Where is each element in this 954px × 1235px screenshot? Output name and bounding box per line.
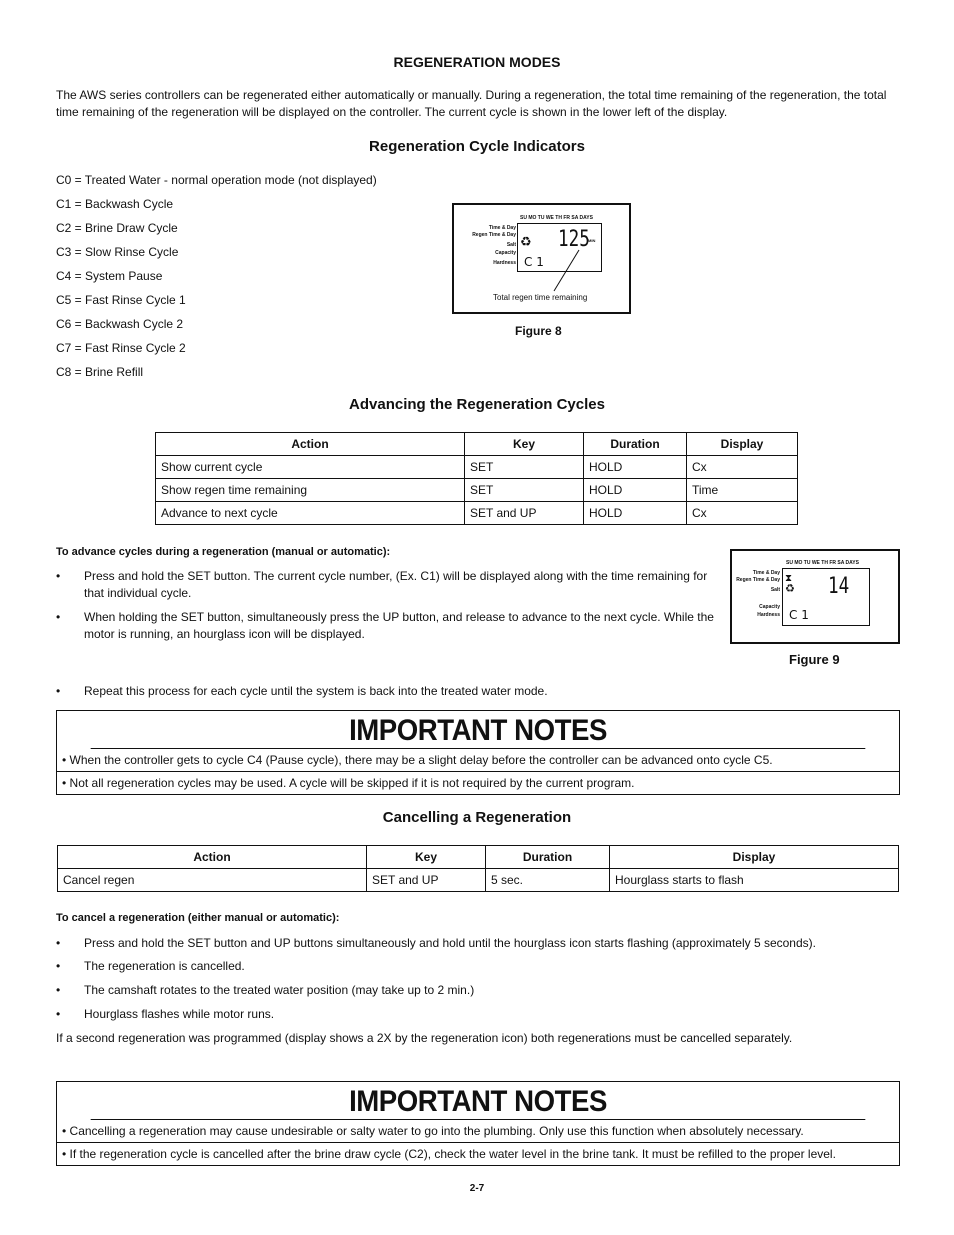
table-cell: Time xyxy=(687,479,798,502)
days-row: SU MO TU WE TH FR SA DAYS xyxy=(520,215,593,221)
bullet-dot: • xyxy=(56,684,61,698)
bullet-text: Hourglass flashes while motor runs. xyxy=(84,1007,275,1021)
cycle-item: C5 = Fast Rinse Cycle 1 xyxy=(56,293,186,307)
cycle-item: C2 = Brine Draw Cycle xyxy=(56,221,178,235)
time-digits: 14 xyxy=(828,574,850,599)
cycle-indicator: C 1 xyxy=(789,608,809,622)
table-header-row xyxy=(156,433,798,456)
table-header: Duration xyxy=(584,433,687,456)
note-row: • Not all regeneration cycles may be used. A cycle will be skipped if it is not required by the current program. xyxy=(57,771,899,794)
table-row xyxy=(58,869,899,892)
table-cell: HOLD xyxy=(584,479,687,502)
cycle-item: C1 = Backwash Cycle xyxy=(56,197,174,211)
bullet-dot: • xyxy=(56,983,61,997)
hourglass-icon: ⧗ xyxy=(785,573,793,584)
note-row: • Cancelling a regeneration may cause undesirable or salty water to go into the plumbing. Only use this function when absolutely necessary. xyxy=(62,1124,804,1138)
label-time-day: Time & Day xyxy=(752,570,780,576)
table-cell: Advance to next cycle xyxy=(156,502,465,525)
bullet-dot: • xyxy=(56,1007,61,1021)
figure-8-display xyxy=(452,203,631,314)
days-row: SU MO TU WE TH FR SA DAYS xyxy=(786,560,859,566)
label-capacity: Capacity xyxy=(495,250,516,256)
label-capacity: Capacity xyxy=(759,604,780,610)
table-row xyxy=(156,479,798,502)
figure-8-caption: Figure 8 xyxy=(515,324,562,338)
bullet-item xyxy=(56,935,898,952)
cancel-table xyxy=(57,845,899,892)
bullet-text: The camshaft rotates to the treated water position (may take up to 2 min.) xyxy=(84,983,475,997)
label-salt: Salt xyxy=(506,242,516,248)
note-row: • If the regeneration cycle is cancelled after the brine draw cycle (C2), check the water level in the brine tank. It must be refilled to the proper level. xyxy=(57,1142,899,1165)
table-cell: HOLD xyxy=(584,456,687,479)
table-cell: SET and UP xyxy=(465,502,584,525)
bullet-text: The regeneration is cancelled. xyxy=(84,959,245,973)
table-cell: 5 sec. xyxy=(486,869,610,892)
important-notes-box xyxy=(56,1081,900,1166)
page-heading: REGENERATION MODES xyxy=(393,54,561,70)
cancel-heading: Cancelling a Regeneration xyxy=(382,809,572,826)
bullet-item xyxy=(56,568,716,602)
regen-recycle-icon: ♻ xyxy=(520,234,532,249)
cancel-note: If a second regeneration was programmed (display shows a 2X by the regeneration icon) both regenerations must be cancelled separately. xyxy=(56,1031,793,1045)
cycle-item: C7 = Fast Rinse Cycle 2 xyxy=(56,341,186,355)
bullet-text: Repeat this process for each cycle until the system is back into the treated water mode. xyxy=(84,684,548,698)
figure-9-display xyxy=(730,549,900,644)
bullet-dot: • xyxy=(56,610,61,624)
table-cell: Hourglass starts to flash xyxy=(610,869,899,892)
figure-9-caption: Figure 9 xyxy=(789,652,840,667)
advance-subheading: To advance cycles during a regeneration (manual or automatic): xyxy=(56,546,391,558)
table-header-row xyxy=(58,846,899,869)
table-header: Action xyxy=(156,433,465,456)
table-header: Display xyxy=(610,846,899,869)
table-row xyxy=(156,502,798,525)
bullet-text: When holding the SET button, simultaneously press the UP button, and release to advance to the next cycle. While the motor is running, an hourglass icon will be displayed. xyxy=(84,610,714,641)
advancing-heading: Advancing the Regeneration Cycles xyxy=(349,396,605,413)
bullet-item xyxy=(56,683,716,700)
cancel-subheading: To cancel a regeneration (either manual or automatic): xyxy=(56,912,340,924)
bullet-item xyxy=(56,958,716,975)
table-header: Display xyxy=(687,433,798,456)
bullet-item xyxy=(56,609,716,643)
label-hardness: Hardness xyxy=(757,612,780,618)
label-regen-time: Regen Time & Day xyxy=(472,232,516,238)
time-digits: 125 xyxy=(558,227,590,252)
table-cell: SET xyxy=(465,479,584,502)
table-cell: Show regen time remaining xyxy=(156,479,465,502)
bullet-dot: • xyxy=(56,959,61,973)
cycle-item: C8 = Brine Refill xyxy=(56,365,144,379)
cycle-item: C3 = Slow Rinse Cycle xyxy=(56,245,179,259)
regen-recycle-icon: ♻ xyxy=(785,583,795,595)
cycle-indicator: C 1 xyxy=(524,255,544,269)
advancing-table xyxy=(155,432,798,525)
min-unit: MIN xyxy=(588,238,596,243)
bullet-text: Press and hold the SET button. The current cycle number, (Ex. C1) will be displayed along with the time remaining for that individual cycle. xyxy=(84,569,708,600)
table-cell: Cancel regen xyxy=(58,869,367,892)
page-number: 2-7 xyxy=(469,1183,485,1194)
cycle-list xyxy=(56,173,377,389)
label-hardness: Hardness xyxy=(493,260,516,266)
bullet-text: Press and hold the SET button and UP buttons simultaneously and hold until the hourglass icon starts flashing (approximately 5 seconds). xyxy=(84,936,816,950)
bullet-item xyxy=(56,1006,716,1023)
label-regen-time: Regen Time & Day xyxy=(736,577,780,583)
table-header: Action xyxy=(58,846,367,869)
cycle-item: C0 = Treated Water - normal operation mode (not displayed) xyxy=(56,173,377,187)
label-salt: Salt xyxy=(770,587,780,593)
important-notes-title: IMPORTANT NOTES xyxy=(91,711,866,749)
table-header: Duration xyxy=(486,846,610,869)
label-time-day: Time & Day xyxy=(488,225,516,231)
intro-paragraph: The AWS series controllers can be regenerated either automatically or manually. During a regeneration, the total time remaining of the regeneration, the total time remaining of the regeneration will be displayed on the controller. The current cycle is shown in the lower left of the display. xyxy=(56,88,887,119)
table-header: Key xyxy=(465,433,584,456)
table-header: Key xyxy=(367,846,486,869)
table-cell: SET xyxy=(465,456,584,479)
table-cell: Cx xyxy=(687,456,798,479)
table-cell: SET and UP xyxy=(367,869,486,892)
table-cell: Show current cycle xyxy=(156,456,465,479)
bullet-dot: • xyxy=(56,936,61,950)
important-notes-box xyxy=(56,710,900,795)
table-cell: Cx xyxy=(687,502,798,525)
bullet-item xyxy=(56,982,716,999)
table-cell: HOLD xyxy=(584,502,687,525)
cycle-item: C6 = Backwash Cycle 2 xyxy=(56,317,184,331)
bullet-dot: • xyxy=(56,569,61,583)
table-row xyxy=(156,456,798,479)
figure-8-inner-caption: Total regen time remaining xyxy=(493,293,588,302)
important-notes-title: IMPORTANT NOTES xyxy=(91,1082,866,1120)
cycle-item: C4 = System Pause xyxy=(56,269,163,283)
indicators-heading: Regeneration Cycle Indicators xyxy=(369,138,585,155)
note-row: • When the controller gets to cycle C4 (Pause cycle), there may be a slight delay before the controller can be advanced onto cycle C5. xyxy=(62,753,773,767)
